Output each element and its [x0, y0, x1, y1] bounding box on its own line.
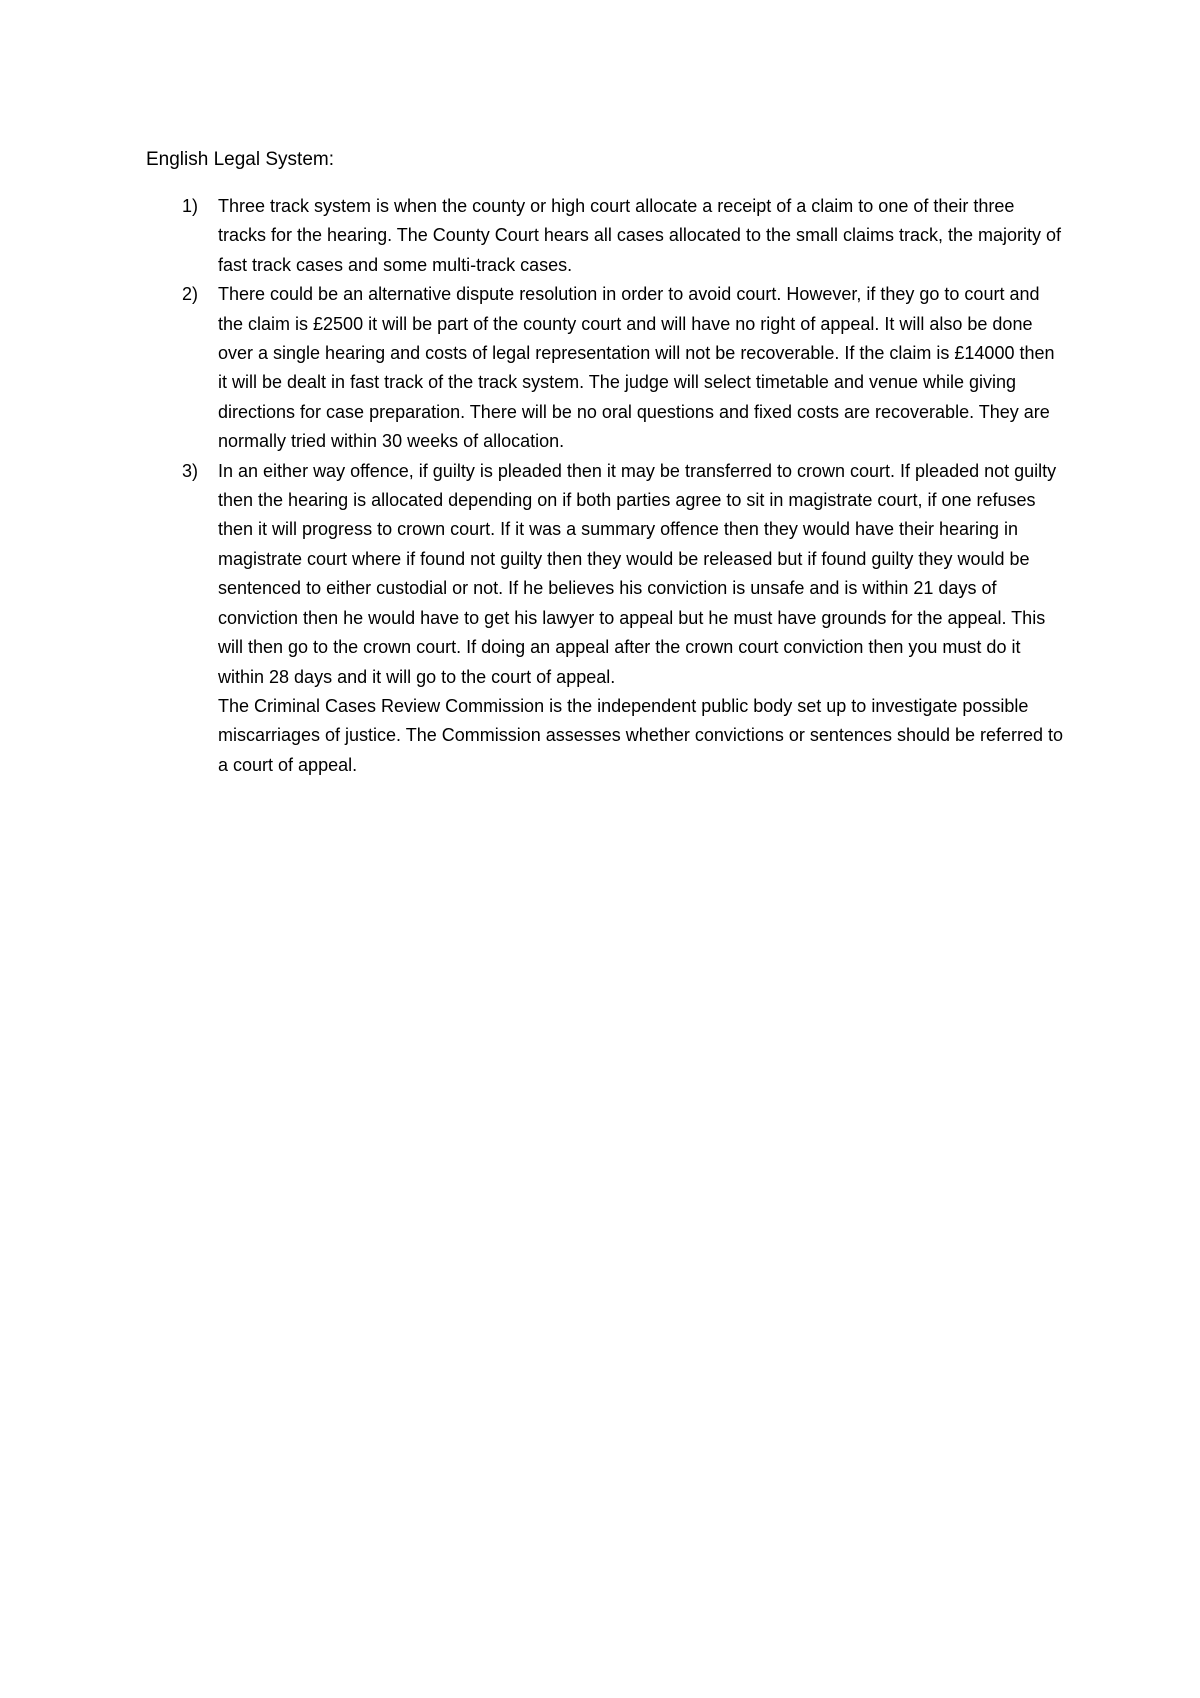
document-title: English Legal System:	[146, 149, 334, 170]
list-item-number: 1)	[182, 196, 199, 216]
list-item	[146, 457, 1066, 780]
list-item-continuation-text: The Criminal Cases Review Commission is the independent public body set up to investigate possible miscarriages of justice. The Commission assesses whether convictions or sentences should be referred to a court of appeal.	[218, 695, 1064, 775]
numbered-list	[146, 192, 1066, 780]
list-item-number: 2)	[182, 284, 199, 305]
list-item-text: There could be an alternative dispute resolution in order to avoid court. However, if they go to court and the claim is £2500 it will be part of the county court and will have no right of appeal. It will also be done over a single hearing and costs of legal representation will not be recoverable. If the claim is £14000 then it will be dealt in fast track of the track system. The judge will select timetable and venue while giving directions for case preparation. There will be no oral questions and fixed costs are recoverable. They are normally tried within 30 weeks of allocation.	[218, 284, 1055, 452]
list-item	[146, 192, 1066, 280]
list-item-number: 3)	[182, 460, 199, 481]
list-item-text: Three track system is when the county or high court allocate a receipt of a claim to one of their three tracks for the hearing. The County Court hears all cases allocated to the small claims track, the majority of fast track cases and some multi-track cases.	[218, 196, 1062, 275]
list-item-text: In an either way offence, if guilty is pleaded then it may be transferred to crown court. If pleaded not guilty then the hearing is allocated depending on if both parties agree to sit in magistrate court, if one refuses then it will progress to crown court. If it was a summary offence then they would have their hearing in magistrate court where if found not guilty then they would be released but if found guilty they would be sentenced to either custodial or not. If he believes his conviction is unsafe and is within 21 days of conviction then he would have to get his lawyer to appeal but he must have grounds for the appeal. This will then go to the crown court. If doing an appeal after the crown court conviction then you must do it within 28 days and it will go to the court of appeal.	[218, 460, 1057, 687]
list-item	[146, 280, 1066, 456]
